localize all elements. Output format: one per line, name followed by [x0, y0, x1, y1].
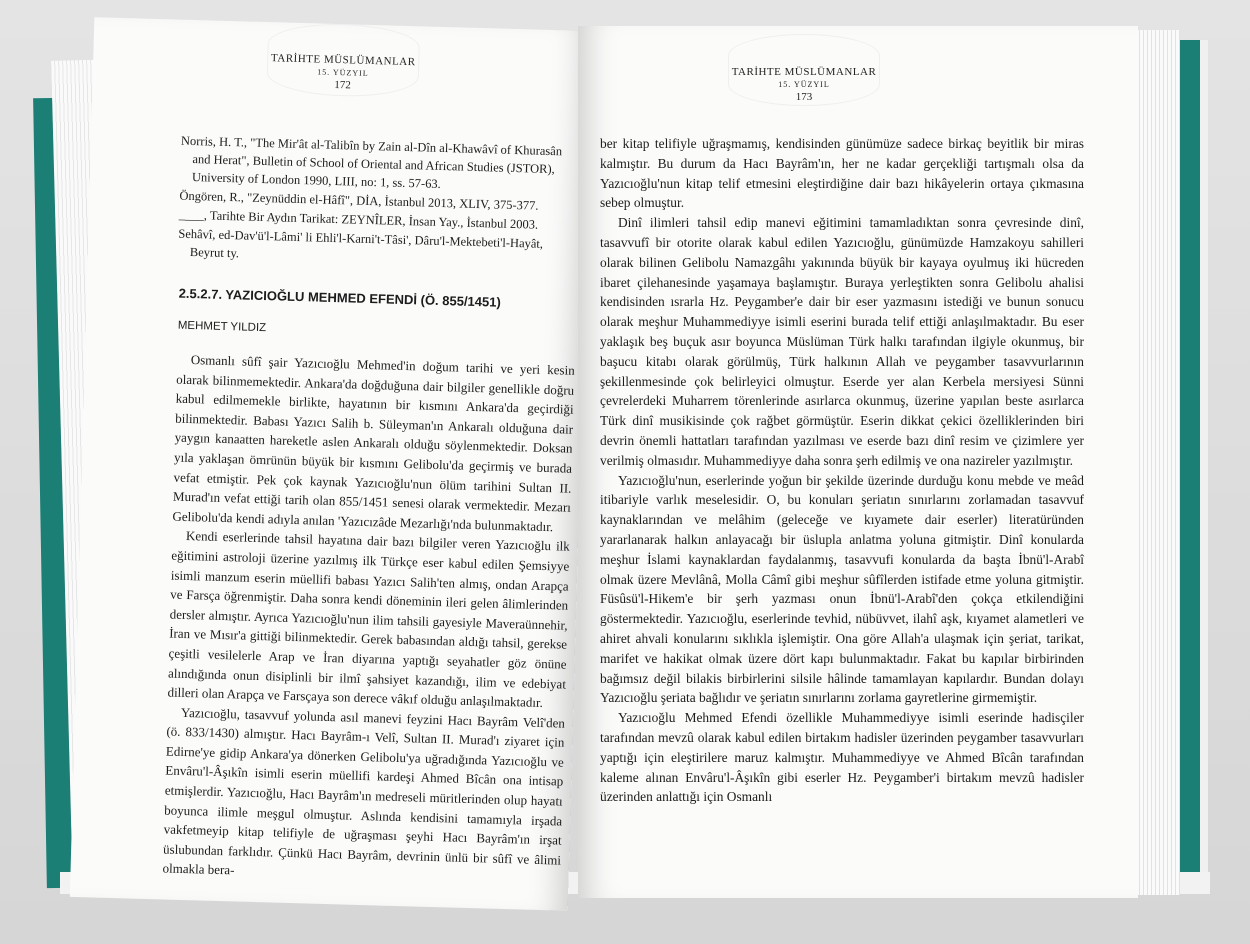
header-title: TARİHTE MÜSLÜMANLAR	[731, 66, 877, 78]
header-century: 15. YÜZYIL	[317, 67, 369, 78]
paragraph: Yazıcıoğlu, tasavvuf yolunda asıl manevi feyzini Hacı Bayrâm Velî'den (ö. 833/1430) almıştır. Hacı Bayrâm-ı Velî, Sultan II. Murad'ı ziyaret için Edirne'ye gidip Ankara'ya dönerken Gelibolu'ya uğradığında Yazıcıoğlu ve Envâru'l-Âşıkîn isimli eserin müellifi kardeşi Ahmed Bîcân ona intisap etmişlerdir. Yazıcıoğlu, Hacı Bayrâm'ın medreseli müritlerinden olup hayatı boyunca ilimle meşgul olmuştur. Aslında kendisini tamamıyla irşada vakfetmeyip kitap telifiyle de uğraşması şeyhi Hacı Bayrâm'ın irşat üslubundan farklıdır. Çünkü Hacı Bayrâm, devrinin ünlü bir sûfî ve âlimi olmakla bera-	[162, 704, 566, 878]
paragraph: Yazıcıoğlu Mehmed Efendi özellikle Muhammediyye isimli eserinde hadisçiler tarafından mevzû olarak kabul edilen birtakım hadisler üzerinden peygamber tasavvurları yaptığı için eleştirilere maruz kalmıştır. Muhammediyye ve Ahmed Bîcân tarafından kaleme alınan Envâru'l-Âşıkîn gibi eserler Hz. Peygamber'i birtakım mevzû hadisler üzerinden anlattığı için Osmanlı	[600, 710, 1084, 805]
paragraph: Kendi eserlerinde tahsil hayatına dair bazı bilgiler veren Yazıcıoğlu ilk eğitimini astroloji üzerine yazılmış ilk Türkçe eser kabul edilen Şemsiyye isimli manzum eserin müellifi babası Yazıcı Salih'ten almış, ondan Arapça ve Farsça öğrenmiştir. Daha sonra kendi döneminin ileri gelen âlimlerinden dersler almıştır. Ayrıca Yazıcıoğlu'nun ilim tahsili gayesiyle Maveraünnehir, İran ve Mısır'a gittiği bilinmektedir. Gerek babasından aldığı tahsil, gerekse çeşitli vesilelerle Arap ve İran diyarına yaptığı seyahatler göz önüne alındığında onun disiplinli bir ilmî şahsiyet kazandığı, ilim ve edebiyat dilleri olan Arapça ve Farsçaya son derece vâkıf olduğu anlaşılmaktadır.	[167, 528, 570, 711]
left-body-text	[162, 350, 575, 890]
reference-item: ____, Tarihte Bir Aydın Tarikat: ZEYNÎLER, İnsan Yay., İstanbul 2003.	[178, 207, 539, 232]
right-page	[578, 26, 1138, 898]
page-number: 172	[334, 78, 351, 92]
running-header	[724, 66, 884, 103]
left-page	[70, 17, 592, 911]
page-number: 173	[795, 91, 813, 103]
paragraph: Dinî ilimleri tahsil edip manevi eğitimini tamamladıktan sonra çevresinde dinî, tasavvufî bir otorite olarak kabul edilen Yazıcıoğlu, günümüzde Hamzakoyu sahilleri olarak bilinen Gelibolu Namazgâhı yakınında büyük bir kayaya oyulmuş iki hücreden ibaret çilehanesinde yaşamaya başlamıştır. Buraya yerleştikten sonra Gelibolu ahalisi kendisinden ısrarla Hz. Peygamber'e dair bir eser yazmasını istediği ve bunun sonucu olarak meşhur Muhammediyye isimli eserini burada telif ettiği anlaşılmaktadır. Bu eser yaklaşık beş buçuk asır boyunca Müslüman Türk halkı tarafından ilgiyle okunmuş, bir başucu kitabı olarak görülmüş, Türk halkının Allah ve peygamber tasavvurlarının şekillenmesinde çok belirleyici olmuştur. Eserde yer alan Kerbela mersiyesi Sünni çevrelerdeki Muharrem törenlerinde asırlarca okunmuş, üzerine yapılan beste asırlarca Türk dinî musikisinde çok rağbet görmüştür. Eserin dikkat çekici özelliklerinden biri devrin önemli hattatları tarafından yazılması ve eserde bazı dinî resim ve çizimlere yer verilmiş olmasıdır. Muhammediyye daha sonra şerh edilmiş ve ona nazireler yazılmıştır.	[600, 215, 1084, 468]
paragraph: Osmanlı sûfî şair Yazıcıoğlu Mehmed'in doğum tarihi ve yeri kesin olarak bilinmemektedir. Ankara'da doğduğuna dair bilgiler genellikle doğru kabul edilmemekle birlikte, hayatının bir kısmını Ankara'da geçirdiği bilinmektedir. Babası Yazıcı Salih b. Süleyman'ın Ankaralı olduğuna dair yaygın kanaatten hareketle aslen Ankaralı olduğu söylenmektedir. Doksan yıla yaklaşan ömrünün büyük bir kısmını Gelibolu'da geçirmiş ve burada vefat etmiştir. Pek çok kaynak Yazıcıoğlu'nun ölüm tarihini Sultan II. Murad'ın vefat ettiği tarih olan 855/1451 senesi olarak vermektedir. Mezarı Gelibolu'da kendi adıyla anılan 'Yazıcızâde Mezarlığı'nda bulunmaktadır.	[172, 352, 575, 534]
right-body-text	[600, 134, 1084, 807]
paragraph: Yazıcıoğlu'nun, eserlerinde yoğun bir şekilde üzerinde durduğu konu mebde ve meâd itibariyle varlık meselesidir. O, bu konuları şeriatın sınırlarını zorlamadan tasavvuf kaynaklarından ve melâhim (geleceğe ve kıyamete dair eserler) literatüründen yararlanarak halkın anlayacağı bir üslupla anlatma yoluna gitmiştir. Dinî konularda meşhur İslami kaynaklardan faydalanmış, tasavvufi konularda da başta İbnü'l-Arabî olmak üzere Mevlânâ, Molla Câmî gibi meşhur sûfîlerden istifade etme yoluna gitmiştir. Füsûsü'l-Hikem'e bir şerh yazması onun İbnü'l-Arabî'den çokça etkilendiğini göstermektedir. Yazıcıoğlu, eserlerinde tevhid, nübüvvet, ilahî aşk, kıyamet alametleri ve ahiret ahvali konularını sıklıkla işlemiştir. Ona göre Allah'a ulaşmak için şeriat, tarikat, marifet ve hakikat olmak üzere dört kapı bulunmaktadır. Fakat bu kapılar birbirinden bağımsız değil bilakis birbirlerini silsile hâlinde tamamlayan kapılardır. Bundan dolayı Yazıcıoğlu şeriata bağlıdır ve şeriatın sınırlarını zorlama gayretlerine girmemiştir.	[600, 472, 1084, 706]
running-header	[262, 52, 423, 93]
paragraph: ber kitap telifiyle uğraşmamış, kendisinden günümüze sadece birkaç beyitlik bir miras kalmıştır. Bu durum da Hacı Bayrâm'ın, her ne kadar gerçekliği tartışmalı olsa da Yazıcıoğlu'nun kitap telif etmesini eleştirdiğine dair bazı hikâyelerin ortaya çıkmasına sebep olmuştur.	[600, 136, 1084, 211]
reference-item: Sehâvî, ed-Dav'ü'l-Lâmi' li Ehli'l-Karni't-Tâsi', Dâru'l-Mektebeti'l-Hayât, Beyrut ty.	[178, 226, 544, 261]
section-title: 2.5.2.7. YAZICIOĞLU MEHMED EFENDİ (Ö. 855/1451)	[178, 285, 502, 310]
reference-item: Norris, H. T., "The Mir'ât al-Talibîn by Zain al-Dîn al-Khawâvî of Khurasân and Herat", Bulletin of School of Oriental and African Studies (JSTOR), University of London 1990, LIII, no: 1, ss. 57-63.	[180, 133, 563, 191]
book-cover-right	[1178, 40, 1202, 892]
author-name: MEHMET YILDIZ	[177, 319, 267, 335]
references-list	[178, 132, 581, 273]
header-title: TARİHTE MÜSLÜMANLAR	[270, 52, 416, 69]
header-century: 15. YÜZYIL	[778, 80, 830, 89]
book-cover-edge	[1200, 40, 1208, 892]
reference-item: Öngören, R., "Zeynüddin el-Hâfî", DİA, İstanbul 2013, XLIV, 375-377.	[179, 188, 539, 213]
